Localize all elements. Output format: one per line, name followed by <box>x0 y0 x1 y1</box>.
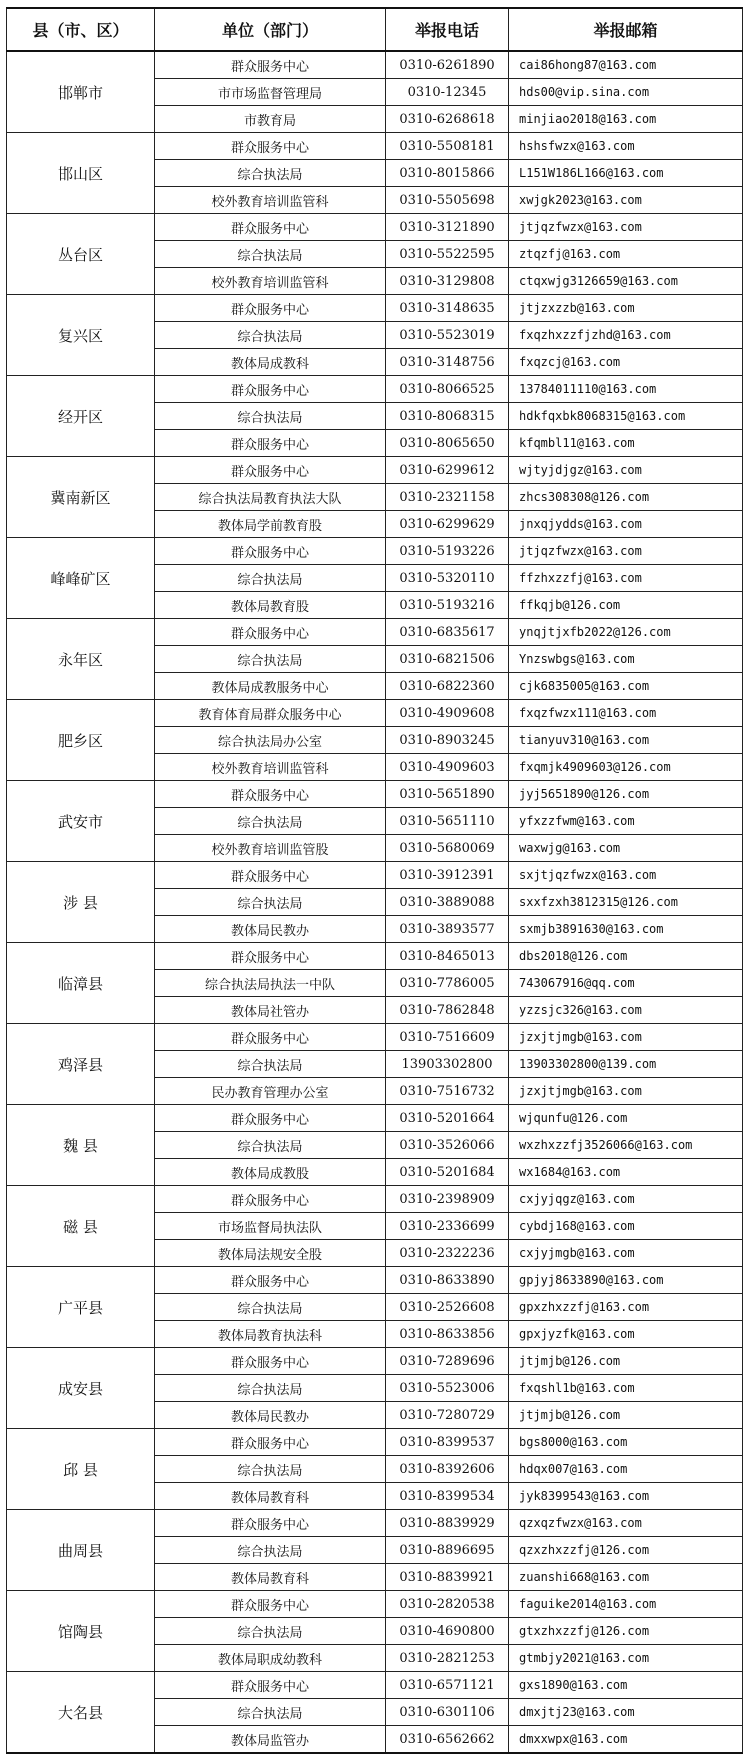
email-cell: gpjyj8633890@163.com <box>509 1267 743 1294</box>
phone-cell: 0310-4690800 <box>386 1618 509 1645</box>
county-cell: 肥乡区 <box>7 700 155 781</box>
unit-cell: 群众服务中心 <box>155 1429 386 1456</box>
email-cell: gxs1890@163.com <box>509 1672 743 1699</box>
phone-cell: 0310-4909603 <box>386 754 509 781</box>
phone-cell: 0310-8896695 <box>386 1537 509 1564</box>
phone-cell: 0310-8633890 <box>386 1267 509 1294</box>
email-cell: fxqshl1b@163.com <box>509 1375 743 1402</box>
email-cell: jtjmjb@126.com <box>509 1348 743 1375</box>
table-row <box>7 943 743 970</box>
header-phone: 举报电话 <box>386 8 509 51</box>
table-row <box>7 862 743 889</box>
phone-cell: 0310-8839929 <box>386 1510 509 1537</box>
phone-cell: 0310-2821253 <box>386 1645 509 1672</box>
unit-cell: 综合执法局 <box>155 1294 386 1321</box>
county-cell: 大名县 <box>7 1672 155 1754</box>
phone-cell: 0310-4909608 <box>386 700 509 727</box>
unit-cell: 群众服务中心 <box>155 1510 386 1537</box>
email-cell: wjtyjdjgz@163.com <box>509 457 743 484</box>
unit-cell: 综合执法局 <box>155 808 386 835</box>
email-cell: sxmjb3891630@163.com <box>509 916 743 943</box>
unit-cell: 群众服务中心 <box>155 1267 386 1294</box>
email-cell: cjk6835005@163.com <box>509 673 743 700</box>
phone-cell: 0310-3121890 <box>386 214 509 241</box>
phone-cell: 0310-8065650 <box>386 430 509 457</box>
email-cell: jtjqzfwzx@163.com <box>509 538 743 565</box>
unit-cell: 教体局职成幼教科 <box>155 1645 386 1672</box>
email-cell: faguike2014@163.com <box>509 1591 743 1618</box>
header-county: 县（市、区） <box>7 8 155 51</box>
email-cell: ztqzfj@163.com <box>509 241 743 268</box>
table-row <box>7 295 743 322</box>
phone-cell: 0310-12345 <box>386 79 509 106</box>
table-row <box>7 1591 743 1618</box>
email-cell: cxjyjqgz@163.com <box>509 1186 743 1213</box>
email-cell: 743067916@qq.com <box>509 970 743 997</box>
county-cell: 临漳县 <box>7 943 155 1024</box>
phone-cell: 0310-2820538 <box>386 1591 509 1618</box>
phone-cell: 0310-3912391 <box>386 862 509 889</box>
phone-cell: 0310-5193226 <box>386 538 509 565</box>
email-cell: fxqmjk4909603@126.com <box>509 754 743 781</box>
email-cell: ctqxwjg3126659@163.com <box>509 268 743 295</box>
unit-cell: 群众服务中心 <box>155 862 386 889</box>
unit-cell: 群众服务中心 <box>155 214 386 241</box>
phone-cell: 0310-5523019 <box>386 322 509 349</box>
phone-cell: 0310-8066525 <box>386 376 509 403</box>
unit-cell: 综合执法局 <box>155 889 386 916</box>
unit-cell: 综合执法局 <box>155 1456 386 1483</box>
email-cell: fxqzhxzzfjzhd@163.com <box>509 322 743 349</box>
unit-cell: 群众服务中心 <box>155 1186 386 1213</box>
unit-cell: 教体局监管办 <box>155 1726 386 1754</box>
email-cell: jzxjtjmgb@163.com <box>509 1024 743 1051</box>
unit-cell: 群众服务中心 <box>155 781 386 808</box>
unit-cell: 综合执法局 <box>155 1618 386 1645</box>
unit-cell: 综合执法局办公室 <box>155 727 386 754</box>
table-row <box>7 133 743 160</box>
unit-cell: 综合执法局 <box>155 403 386 430</box>
phone-cell: 0310-5651110 <box>386 808 509 835</box>
county-cell: 邱 县 <box>7 1429 155 1510</box>
email-cell: gpxzhxzzfj@163.com <box>509 1294 743 1321</box>
unit-cell: 群众服务中心 <box>155 1591 386 1618</box>
table-body <box>7 51 743 1753</box>
email-cell: 13903302800@139.com <box>509 1051 743 1078</box>
county-cell: 馆陶县 <box>7 1591 155 1672</box>
unit-cell: 综合执法局 <box>155 1375 386 1402</box>
email-cell: 13784011110@163.com <box>509 376 743 403</box>
email-cell: fxqzfwzx111@163.com <box>509 700 743 727</box>
email-cell: hds00@vip.sina.com <box>509 79 743 106</box>
email-cell: jtjzxzzb@163.com <box>509 295 743 322</box>
phone-cell: 0310-6562662 <box>386 1726 509 1754</box>
table-row <box>7 51 743 79</box>
email-cell: dbs2018@126.com <box>509 943 743 970</box>
table-row <box>7 1429 743 1456</box>
email-cell: sxjtjqzfwzx@163.com <box>509 862 743 889</box>
phone-cell: 0310-2321158 <box>386 484 509 511</box>
phone-cell: 0310-3526066 <box>386 1132 509 1159</box>
phone-cell: 0310-7516609 <box>386 1024 509 1051</box>
unit-cell: 民办教育管理办公室 <box>155 1078 386 1105</box>
unit-cell: 群众服务中心 <box>155 619 386 646</box>
county-cell: 曲周县 <box>7 1510 155 1591</box>
email-cell: jyj5651890@126.com <box>509 781 743 808</box>
email-cell: qzxqzfwzx@163.com <box>509 1510 743 1537</box>
email-cell: gtxzhxzzfj@126.com <box>509 1618 743 1645</box>
table-row <box>7 1510 743 1537</box>
county-cell: 永年区 <box>7 619 155 700</box>
phone-cell: 0310-3148635 <box>386 295 509 322</box>
email-cell: kfqmbl11@163.com <box>509 430 743 457</box>
header-unit: 单位（部门） <box>155 8 386 51</box>
unit-cell: 教育体育局群众服务中心 <box>155 700 386 727</box>
phone-cell: 0310-7786005 <box>386 970 509 997</box>
unit-cell: 综合执法局教育执法大队 <box>155 484 386 511</box>
phone-cell: 0310-5523006 <box>386 1375 509 1402</box>
phone-cell: 0310-8068315 <box>386 403 509 430</box>
unit-cell: 群众服务中心 <box>155 295 386 322</box>
unit-cell: 教体局社管办 <box>155 997 386 1024</box>
email-cell: wxzhxzzfj3526066@163.com <box>509 1132 743 1159</box>
email-cell: zhcs308308@126.com <box>509 484 743 511</box>
email-cell: wjqunfu@126.com <box>509 1105 743 1132</box>
phone-cell: 0310-6261890 <box>386 51 509 79</box>
phone-cell: 0310-5651890 <box>386 781 509 808</box>
county-cell: 经开区 <box>7 376 155 457</box>
phone-cell: 0310-8399537 <box>386 1429 509 1456</box>
phone-cell: 0310-7862848 <box>386 997 509 1024</box>
unit-cell: 综合执法局 <box>155 565 386 592</box>
phone-cell: 0310-5522595 <box>386 241 509 268</box>
phone-cell: 0310-8903245 <box>386 727 509 754</box>
table-row <box>7 1348 743 1375</box>
email-cell: yfxzzfwm@163.com <box>509 808 743 835</box>
email-cell: zuanshi668@163.com <box>509 1564 743 1591</box>
unit-cell: 教体局成教股 <box>155 1159 386 1186</box>
email-cell: ffzhxzzfj@163.com <box>509 565 743 592</box>
report-contact-table <box>6 7 743 1754</box>
email-cell: qzxzhxzzfj@126.com <box>509 1537 743 1564</box>
table-row <box>7 376 743 403</box>
report-table-container <box>6 7 743 1754</box>
unit-cell: 综合执法局 <box>155 322 386 349</box>
phone-cell: 0310-8392606 <box>386 1456 509 1483</box>
unit-cell: 群众服务中心 <box>155 943 386 970</box>
unit-cell: 群众服务中心 <box>155 457 386 484</box>
table-header <box>7 8 743 51</box>
table-row <box>7 538 743 565</box>
email-cell: bgs8000@163.com <box>509 1429 743 1456</box>
email-cell: xwjgk2023@163.com <box>509 187 743 214</box>
phone-cell: 0310-6822360 <box>386 673 509 700</box>
unit-cell: 群众服务中心 <box>155 1348 386 1375</box>
unit-cell: 市市场监督管理局 <box>155 79 386 106</box>
table-row <box>7 1672 743 1699</box>
unit-cell: 综合执法局 <box>155 241 386 268</box>
phone-cell: 0310-2336699 <box>386 1213 509 1240</box>
email-cell: jyk8399543@163.com <box>509 1483 743 1510</box>
unit-cell: 教体局教育执法科 <box>155 1321 386 1348</box>
phone-cell: 0310-5505698 <box>386 187 509 214</box>
phone-cell: 0310-8839921 <box>386 1564 509 1591</box>
unit-cell: 综合执法局执法一中队 <box>155 970 386 997</box>
unit-cell: 市场监督局执法队 <box>155 1213 386 1240</box>
county-cell: 鸡泽县 <box>7 1024 155 1105</box>
phone-cell: 0310-6268618 <box>386 106 509 133</box>
email-cell: sxxfzxh3812315@126.com <box>509 889 743 916</box>
unit-cell: 群众服务中心 <box>155 51 386 79</box>
unit-cell: 群众服务中心 <box>155 376 386 403</box>
email-cell: cai86hong87@163.com <box>509 51 743 79</box>
table-row <box>7 1105 743 1132</box>
email-cell: dmxjtj23@163.com <box>509 1699 743 1726</box>
table-row <box>7 214 743 241</box>
phone-cell: 0310-3893577 <box>386 916 509 943</box>
unit-cell: 教体局教育科 <box>155 1564 386 1591</box>
phone-cell: 0310-3889088 <box>386 889 509 916</box>
email-cell: cybdj168@163.com <box>509 1213 743 1240</box>
email-cell: minjiao2018@163.com <box>509 106 743 133</box>
table-row <box>7 700 743 727</box>
email-cell: L151W186L166@163.com <box>509 160 743 187</box>
unit-cell: 群众服务中心 <box>155 1024 386 1051</box>
unit-cell: 校外教育培训监管科 <box>155 268 386 295</box>
phone-cell: 0310-2398909 <box>386 1186 509 1213</box>
unit-cell: 教体局教育科 <box>155 1483 386 1510</box>
unit-cell: 群众服务中心 <box>155 430 386 457</box>
county-cell: 峰峰矿区 <box>7 538 155 619</box>
county-cell: 广平县 <box>7 1267 155 1348</box>
phone-cell: 0310-6299612 <box>386 457 509 484</box>
phone-cell: 0310-5508181 <box>386 133 509 160</box>
unit-cell: 教体局民教办 <box>155 916 386 943</box>
phone-cell: 0310-3148756 <box>386 349 509 376</box>
county-cell: 邯郸市 <box>7 51 155 133</box>
table-row <box>7 457 743 484</box>
email-cell: ffkqjb@126.com <box>509 592 743 619</box>
phone-cell: 0310-8399534 <box>386 1483 509 1510</box>
unit-cell: 校外教育培训监管股 <box>155 835 386 862</box>
email-cell: jnxqjydds@163.com <box>509 511 743 538</box>
unit-cell: 群众服务中心 <box>155 538 386 565</box>
phone-cell: 0310-7280729 <box>386 1402 509 1429</box>
phone-cell: 0310-7516732 <box>386 1078 509 1105</box>
unit-cell: 综合执法局 <box>155 160 386 187</box>
unit-cell: 教体局法规安全股 <box>155 1240 386 1267</box>
unit-cell: 群众服务中心 <box>155 133 386 160</box>
unit-cell: 综合执法局 <box>155 646 386 673</box>
table-row <box>7 1186 743 1213</box>
email-cell: Ynzswbgs@163.com <box>509 646 743 673</box>
unit-cell: 教体局民教办 <box>155 1402 386 1429</box>
unit-cell: 综合执法局 <box>155 1132 386 1159</box>
header-row <box>7 8 743 51</box>
phone-cell: 0310-8465013 <box>386 943 509 970</box>
email-cell: wx1684@163.com <box>509 1159 743 1186</box>
email-cell: jtjmjb@126.com <box>509 1402 743 1429</box>
unit-cell: 群众服务中心 <box>155 1672 386 1699</box>
table-row <box>7 1024 743 1051</box>
county-cell: 涉 县 <box>7 862 155 943</box>
phone-cell: 0310-5680069 <box>386 835 509 862</box>
email-cell: fxqzcj@163.com <box>509 349 743 376</box>
county-cell: 成安县 <box>7 1348 155 1429</box>
county-cell: 丛台区 <box>7 214 155 295</box>
phone-cell: 0310-6301106 <box>386 1699 509 1726</box>
county-cell: 磁 县 <box>7 1186 155 1267</box>
phone-cell: 0310-5320110 <box>386 565 509 592</box>
county-cell: 武安市 <box>7 781 155 862</box>
email-cell: gtmbjy2021@163.com <box>509 1645 743 1672</box>
phone-cell: 0310-2322236 <box>386 1240 509 1267</box>
county-cell: 邯山区 <box>7 133 155 214</box>
unit-cell: 市教育局 <box>155 106 386 133</box>
phone-cell: 0310-8015866 <box>386 160 509 187</box>
unit-cell: 教体局教育股 <box>155 592 386 619</box>
phone-cell: 0310-5201664 <box>386 1105 509 1132</box>
unit-cell: 校外教育培训监管科 <box>155 187 386 214</box>
unit-cell: 教体局学前教育股 <box>155 511 386 538</box>
phone-cell: 13903302800 <box>386 1051 509 1078</box>
table-row <box>7 1267 743 1294</box>
unit-cell: 综合执法局 <box>155 1537 386 1564</box>
phone-cell: 0310-6299629 <box>386 511 509 538</box>
phone-cell: 0310-7289696 <box>386 1348 509 1375</box>
phone-cell: 0310-5193216 <box>386 592 509 619</box>
email-cell: jzxjtjmgb@163.com <box>509 1078 743 1105</box>
email-cell: cxjyjmgb@163.com <box>509 1240 743 1267</box>
email-cell: hdqx007@163.com <box>509 1456 743 1483</box>
email-cell: ynqjtjxfb2022@126.com <box>509 619 743 646</box>
unit-cell: 教体局成教服务中心 <box>155 673 386 700</box>
email-cell: gpxjyzfk@163.com <box>509 1321 743 1348</box>
email-cell: tianyuv310@163.com <box>509 727 743 754</box>
unit-cell: 综合执法局 <box>155 1051 386 1078</box>
unit-cell: 校外教育培训监管科 <box>155 754 386 781</box>
phone-cell: 0310-6835617 <box>386 619 509 646</box>
phone-cell: 0310-2526608 <box>386 1294 509 1321</box>
email-cell: jtjqzfwzx@163.com <box>509 214 743 241</box>
phone-cell: 0310-5201684 <box>386 1159 509 1186</box>
email-cell: yzzsjc326@163.com <box>509 997 743 1024</box>
unit-cell: 群众服务中心 <box>155 1105 386 1132</box>
county-cell: 冀南新区 <box>7 457 155 538</box>
phone-cell: 0310-6571121 <box>386 1672 509 1699</box>
county-cell: 魏 县 <box>7 1105 155 1186</box>
phone-cell: 0310-3129808 <box>386 268 509 295</box>
header-email: 举报邮箱 <box>509 8 743 51</box>
table-row <box>7 619 743 646</box>
table-row <box>7 781 743 808</box>
unit-cell: 教体局成教科 <box>155 349 386 376</box>
phone-cell: 0310-8633856 <box>386 1321 509 1348</box>
email-cell: hshsfwzx@163.com <box>509 133 743 160</box>
county-cell: 复兴区 <box>7 295 155 376</box>
unit-cell: 综合执法局 <box>155 1699 386 1726</box>
email-cell: dmxxwpx@163.com <box>509 1726 743 1754</box>
email-cell: waxwjg@163.com <box>509 835 743 862</box>
email-cell: hdkfqxbk8068315@163.com <box>509 403 743 430</box>
phone-cell: 0310-6821506 <box>386 646 509 673</box>
